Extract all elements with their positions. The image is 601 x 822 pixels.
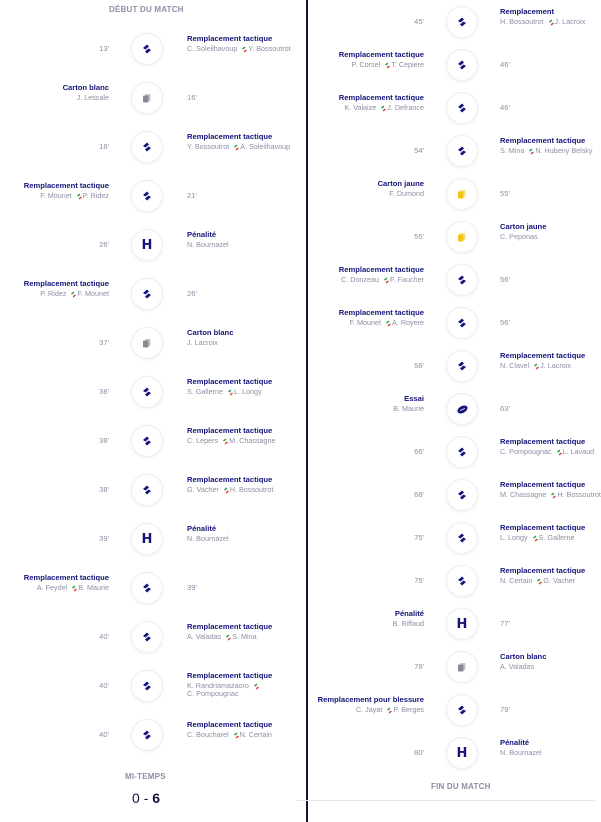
player-in: F. Faucher — [390, 274, 424, 284]
event-players — [393, 620, 424, 628]
event-details — [500, 438, 594, 456]
event-players — [500, 534, 585, 542]
timeline-event — [309, 174, 595, 214]
event-details — [187, 329, 233, 347]
yellow-card-icon — [447, 222, 477, 252]
event-minute: 78' — [414, 662, 424, 671]
timeline-event — [309, 733, 595, 773]
event-details — [187, 672, 272, 698]
event-players — [24, 584, 109, 592]
substitution-arrows-icon — [384, 707, 391, 714]
event-players — [318, 706, 424, 714]
timeline-event — [309, 647, 595, 687]
event-details — [500, 223, 546, 241]
event-players — [500, 749, 542, 757]
substitution-icon — [132, 377, 162, 407]
event-players — [500, 663, 546, 671]
player-out: C. Jayat — [355, 704, 383, 714]
substitution-arrows-icon — [68, 291, 75, 298]
player-out: C. Donzeau — [341, 274, 380, 284]
event-minute: 40' — [99, 730, 109, 739]
player-out: N. Clavel — [500, 360, 530, 370]
event-details — [500, 8, 585, 26]
event-details — [339, 94, 424, 112]
timeline-event — [0, 421, 306, 461]
timeline-event — [309, 88, 595, 128]
substitution-arrows-icon — [223, 634, 230, 641]
event-title: Essai — [404, 394, 424, 403]
player-in: C. Pompougnac — [187, 688, 239, 698]
event-players — [500, 18, 585, 26]
halftime-label: MI-TEMPS — [125, 772, 166, 781]
event-title: Remplacement tactique — [500, 437, 586, 446]
event-title: Remplacement pour blessure — [317, 695, 424, 704]
substitution-icon — [132, 279, 162, 309]
timeline-event — [309, 2, 595, 42]
event-minute: 56' — [500, 318, 510, 327]
timeline-event — [309, 303, 595, 343]
timeline-event — [0, 323, 306, 363]
event-title: Remplacement tactique — [338, 93, 424, 102]
player-out: C. Pompougnac — [500, 446, 552, 456]
substitution-icon — [132, 132, 162, 162]
event-title: Remplacement tactique — [338, 50, 424, 59]
player-in: T. Cepiere — [391, 59, 424, 69]
player-in: L. Lavaud — [562, 446, 595, 456]
event-players — [339, 61, 424, 69]
substitution-icon — [132, 34, 162, 64]
player-in: L. Longy — [233, 386, 262, 396]
event-players — [500, 491, 601, 499]
event-minute: 26' — [187, 289, 197, 298]
event-players — [187, 437, 276, 445]
event-title: Remplacement tactique — [500, 566, 586, 575]
player-out: G. Vacher — [187, 484, 219, 494]
player-out: P. Corsel — [351, 59, 381, 69]
event-players — [24, 192, 109, 200]
timeline-event — [309, 561, 595, 601]
event-players — [187, 535, 229, 543]
timeline-event — [309, 45, 595, 85]
event-details — [500, 739, 542, 757]
event-minute: 39' — [99, 534, 109, 543]
timeline-event — [0, 666, 306, 706]
white-card-icon — [447, 652, 477, 682]
player-name: J. Lacroix — [187, 337, 218, 347]
event-details — [24, 280, 109, 298]
substitution-arrows-icon — [530, 535, 537, 542]
player-in: M. Chassagne — [229, 435, 276, 445]
player-out: K. Randriamazaoro — [187, 680, 249, 690]
substitution-icon — [447, 308, 477, 338]
penalty-posts-icon: H — [132, 230, 162, 260]
timeline-event — [0, 78, 306, 118]
player-out: L. Longy — [500, 532, 528, 542]
event-minute: 75' — [414, 576, 424, 585]
event-details — [500, 481, 601, 499]
event-minute: 26' — [99, 240, 109, 249]
end-divider — [297, 800, 595, 801]
substitution-arrows-icon — [383, 320, 390, 327]
event-players — [63, 94, 109, 102]
white-card-icon — [132, 328, 162, 358]
player-out: P. Ridez — [40, 288, 67, 298]
player-out: C. Soleilhavoup — [187, 43, 238, 53]
event-title: Remplacement tactique — [23, 279, 109, 288]
event-minute: 80' — [414, 748, 424, 757]
event-title: Remplacement tactique — [187, 34, 273, 43]
event-players — [187, 45, 291, 53]
event-title: Remplacement — [500, 7, 555, 16]
player-name: F. Dumond — [389, 188, 424, 198]
player-in: F. Mounet — [77, 288, 109, 298]
event-title: Remplacement tactique — [500, 351, 586, 360]
event-details — [393, 395, 424, 413]
event-title: Remplacement tactique — [187, 426, 273, 435]
substitution-icon — [447, 523, 477, 553]
event-title: Remplacement tactique — [187, 475, 273, 484]
player-in: B. Maurie — [78, 582, 109, 592]
halftime-score — [132, 790, 160, 806]
substitution-icon — [132, 181, 162, 211]
event-details — [500, 567, 585, 585]
timeline-event — [0, 715, 306, 755]
player-out: M. Chassagne — [500, 489, 547, 499]
substitution-arrows-icon — [534, 578, 541, 585]
timeline-event — [0, 176, 306, 216]
score-separator: - — [143, 790, 149, 806]
event-players — [187, 731, 272, 739]
substitution-icon — [447, 480, 477, 510]
event-title: Remplacement tactique — [338, 265, 424, 274]
event-players — [187, 388, 272, 396]
substitution-icon — [132, 426, 162, 456]
timeline-event — [309, 346, 595, 386]
substitution-icon — [132, 573, 162, 603]
substitution-icon — [447, 7, 477, 37]
event-minute: 38' — [99, 436, 109, 445]
timeline-event — [309, 217, 595, 257]
event-minute: 55' — [414, 232, 424, 241]
event-title: Carton blanc — [187, 328, 234, 337]
event-players — [339, 319, 424, 327]
event-minute: 66' — [414, 447, 424, 456]
substitution-icon — [447, 437, 477, 467]
event-minute: 56' — [500, 275, 510, 284]
penalty-posts-icon: H — [447, 738, 477, 768]
player-in: A. Royere — [392, 317, 424, 327]
timeline-event — [309, 518, 595, 558]
event-players — [187, 143, 290, 151]
event-players — [187, 241, 229, 249]
event-players — [187, 339, 233, 347]
player-in: N. Certain — [239, 729, 272, 739]
substitution-arrows-icon — [251, 683, 258, 690]
timeline-event — [0, 274, 306, 314]
event-details — [187, 231, 229, 249]
substitution-icon — [447, 566, 477, 596]
event-details — [378, 180, 424, 198]
player-out: C. Lepers — [187, 435, 219, 445]
substitution-icon — [447, 351, 477, 381]
event-details — [187, 35, 291, 53]
player-name: N. Bournazel — [500, 747, 542, 757]
player-in: P. Berges — [393, 704, 424, 714]
event-title: Pénalité — [187, 230, 217, 239]
yellow-card-icon — [447, 179, 477, 209]
player-out: C. Boucharel — [187, 729, 229, 739]
event-details — [24, 182, 109, 200]
event-details — [187, 623, 272, 641]
event-details — [500, 352, 585, 370]
event-details — [24, 574, 109, 592]
event-details — [500, 524, 585, 542]
event-title: Carton blanc — [62, 83, 109, 92]
substitution-arrows-icon — [231, 732, 238, 739]
event-minute: 45' — [414, 17, 424, 26]
event-minute: 39' — [187, 583, 197, 592]
event-details — [339, 266, 424, 284]
event-players — [187, 633, 272, 641]
event-title: Remplacement tactique — [187, 720, 273, 729]
event-details — [187, 427, 276, 445]
player-name: N. Bournazel — [187, 533, 229, 543]
penalty-posts-icon: H — [132, 524, 162, 554]
timeline-event — [0, 29, 306, 69]
event-title: Remplacement tactique — [23, 573, 109, 582]
player-out: K. Valaize — [344, 102, 377, 112]
score-away: 6 — [152, 790, 161, 806]
player-name: B. Riffaud — [392, 618, 424, 628]
player-in: H. Bossoutrot — [229, 484, 274, 494]
player-name: B. Maurie — [393, 403, 424, 413]
player-out: H. Bossoutrot — [500, 16, 544, 26]
player-out: Y. Bossoutrot — [187, 141, 230, 151]
event-title: Carton jaune — [500, 222, 547, 231]
player-in: Y. Bossoutrot — [248, 43, 291, 53]
timeline-event — [309, 131, 595, 171]
event-details — [187, 133, 290, 151]
substitution-arrows-icon — [531, 363, 538, 370]
substitution-arrows-icon — [378, 105, 385, 112]
event-title: Remplacement tactique — [187, 622, 273, 631]
substitution-arrows-icon — [546, 19, 553, 26]
match-end-label: FIN DU MATCH — [431, 782, 491, 791]
event-details — [187, 378, 272, 396]
event-minute: 55' — [500, 189, 510, 198]
substitution-icon — [447, 93, 477, 123]
event-players — [500, 362, 585, 370]
event-minute: 13' — [99, 44, 109, 53]
player-in: J. Lacroix — [554, 16, 586, 26]
event-minute: 16' — [99, 142, 109, 151]
timeline-event — [309, 432, 595, 472]
timeline-event — [0, 568, 306, 608]
timeline-event — [309, 260, 595, 300]
substitution-arrows-icon — [382, 62, 389, 69]
substitution-icon — [447, 136, 477, 166]
substitution-arrows-icon — [221, 487, 228, 494]
event-minute: 75' — [414, 533, 424, 542]
event-details — [500, 653, 546, 671]
substitution-arrows-icon — [554, 449, 561, 456]
event-details — [339, 309, 424, 327]
event-minute: 38' — [99, 387, 109, 396]
event-minute: 37' — [99, 338, 109, 347]
substitution-arrows-icon — [239, 46, 246, 53]
event-title: Remplacement tactique — [23, 181, 109, 190]
event-title: Carton jaune — [377, 179, 424, 188]
white-card-icon — [132, 83, 162, 113]
player-in: S. Gallerne — [538, 532, 575, 542]
substitution-icon — [447, 265, 477, 295]
event-title: Carton blanc — [500, 652, 547, 661]
event-minute: 46' — [500, 60, 510, 69]
event-details — [318, 696, 424, 714]
timeline-event — [0, 617, 306, 657]
event-details — [393, 610, 424, 628]
event-details — [63, 84, 109, 102]
player-name: J. Lescale — [76, 92, 109, 102]
event-title: Remplacement tactique — [338, 308, 424, 317]
event-title: Pénalité — [500, 738, 530, 747]
substitution-icon — [447, 50, 477, 80]
substitution-arrows-icon — [526, 148, 533, 155]
event-players — [339, 104, 424, 112]
player-out: A. Valadas — [187, 631, 222, 641]
event-minute: 16' — [187, 93, 197, 102]
timeline-event — [309, 475, 601, 515]
substitution-arrows-icon — [231, 144, 238, 151]
substitution-arrows-icon — [548, 492, 555, 499]
player-out: F. Mounet — [40, 190, 72, 200]
event-title: Remplacement tactique — [187, 377, 273, 386]
timeline-event — [309, 604, 595, 644]
event-players — [393, 405, 424, 413]
player-in: N. Hubeny Belsky — [535, 145, 593, 155]
player-in: G. Vacher — [543, 575, 576, 585]
timeline-event — [309, 389, 595, 429]
event-players — [500, 448, 594, 456]
substitution-icon — [132, 622, 162, 652]
event-details — [500, 137, 593, 155]
event-players — [24, 290, 109, 298]
event-players — [500, 147, 593, 155]
match-start-label: DÉBUT DU MATCH — [109, 5, 184, 14]
substitution-arrows-icon — [69, 585, 76, 592]
event-details — [187, 525, 229, 543]
event-minute: 38' — [99, 485, 109, 494]
substitution-icon — [132, 475, 162, 505]
event-title: Remplacement tactique — [187, 671, 273, 680]
event-minute: 58' — [414, 361, 424, 370]
player-out: S. Gallerne — [187, 386, 223, 396]
player-in: S. Mina — [232, 631, 257, 641]
try-ball-icon — [447, 394, 477, 424]
player-in: A. Soleilhavoup — [240, 141, 291, 151]
timeline-event — [0, 225, 306, 265]
event-players — [500, 577, 585, 585]
substitution-arrows-icon — [381, 277, 388, 284]
event-title: Pénalité — [394, 609, 424, 618]
substitution-icon — [132, 671, 162, 701]
event-minute: 63' — [500, 404, 510, 413]
event-players — [339, 276, 424, 284]
timeline-second-half — [309, 0, 601, 822]
column-divider — [306, 0, 308, 822]
event-players — [378, 190, 424, 198]
timeline-event — [0, 127, 306, 167]
event-players — [500, 233, 546, 241]
event-title: Remplacement tactique — [500, 136, 586, 145]
player-in: J. Defrance — [387, 102, 424, 112]
substitution-arrows-icon — [225, 389, 232, 396]
event-title: Remplacement tactique — [187, 132, 273, 141]
substitution-arrows-icon — [74, 193, 81, 200]
event-details — [187, 476, 273, 494]
timeline-event — [0, 470, 306, 510]
player-name: N. Bournazel — [187, 239, 229, 249]
event-minute: 68' — [414, 490, 424, 499]
player-out: F. Mounet — [349, 317, 382, 327]
event-minute: 79' — [500, 705, 510, 714]
penalty-posts-icon: H — [447, 609, 477, 639]
player-in: J. Lacroix — [540, 360, 571, 370]
event-minute: 77' — [500, 619, 510, 628]
event-minute: 40' — [99, 632, 109, 641]
event-details — [339, 51, 424, 69]
player-out: A. Feydel — [36, 582, 68, 592]
substitution-icon — [132, 720, 162, 750]
event-details — [187, 721, 272, 739]
player-out: S. Mina — [500, 145, 525, 155]
player-in: P. Ridez — [82, 190, 109, 200]
event-minute: 21' — [187, 191, 197, 200]
timeline-event — [309, 690, 595, 730]
substitution-icon — [447, 695, 477, 725]
player-name: A. Valadas — [500, 661, 535, 671]
substitution-arrows-icon — [220, 438, 227, 445]
player-out: N. Certain — [500, 575, 533, 585]
event-minute: 40' — [99, 681, 109, 690]
timeline-event — [0, 519, 306, 559]
player-name: C. Peponas — [500, 231, 538, 241]
event-players — [187, 682, 272, 698]
timeline-event — [0, 372, 306, 412]
event-title: Remplacement tactique — [500, 480, 586, 489]
score-home: 0 — [132, 790, 140, 806]
event-minute: 54' — [414, 146, 424, 155]
event-title: Remplacement tactique — [500, 523, 586, 532]
event-title: Pénalité — [187, 524, 217, 533]
event-minute: 46' — [500, 103, 510, 112]
player-in: H. Bossoutrot — [557, 489, 601, 499]
event-players — [187, 486, 273, 494]
